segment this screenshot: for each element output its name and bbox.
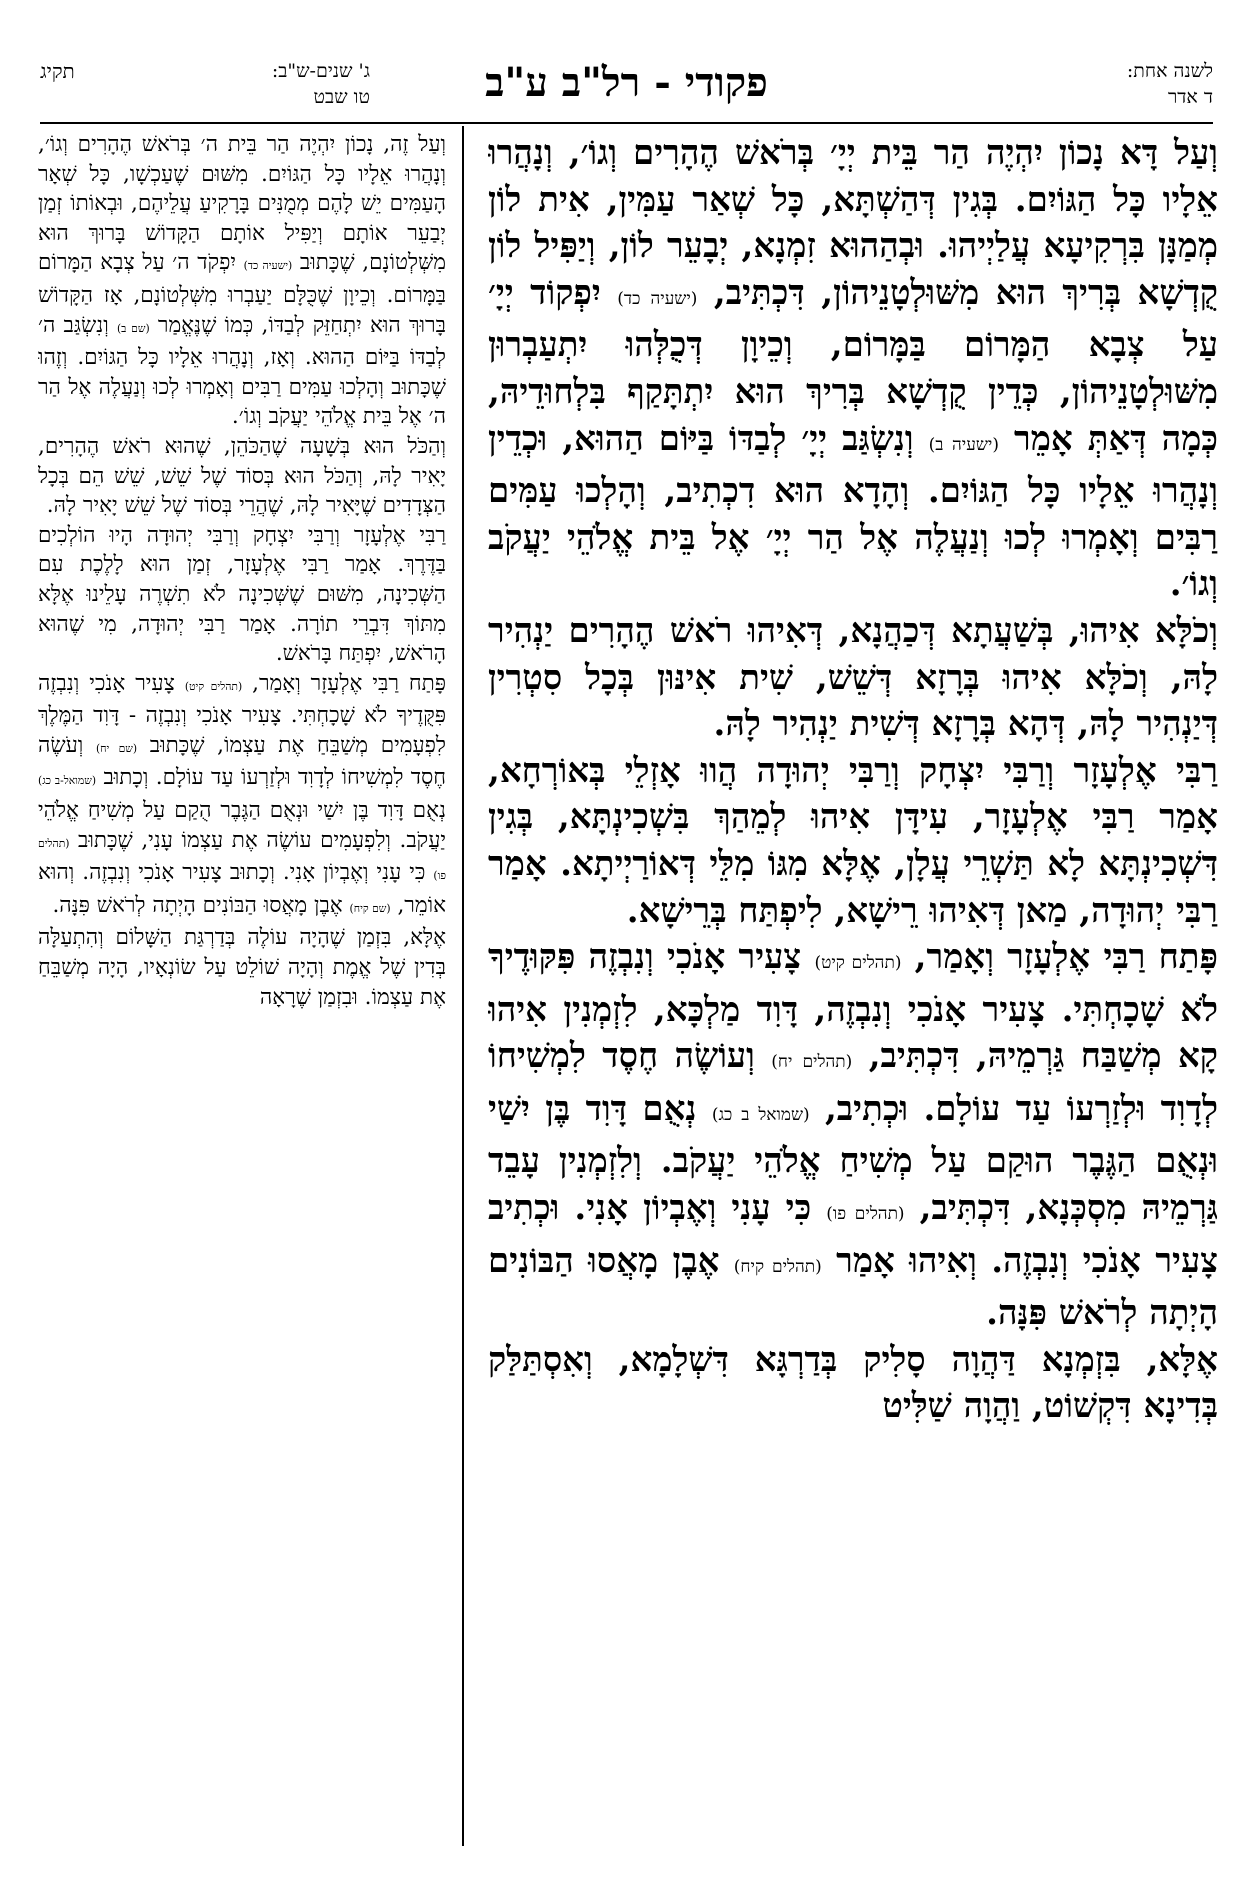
page-header [40, 52, 1213, 122]
paragraph [38, 923, 446, 1012]
text-segment: פָּתַח רַבִּי אֶלְעָזָר וְאָמַר, [901, 937, 1218, 978]
text-segment: יִפְקֹד ה׳ עַל צְבָא הַמָּרוֹם בַּמָּרוֹם. וְכֵיוָן שֶׁכֻּלָּם יַעַבְרוּ מִשְּׁלְטוֹנָם, אָז הַקָּדוֹשׁ בָּרוּךְ הוּא יִתְחַזֵּק לְבַדּוֹ, כְּמוֹ שֶׁנֶּאֱמַר [38, 250, 446, 338]
text-segment: נְאֻם דָּוִד בֶּן יִשַׁי וּנְאֻם הַגֶּבֶר הֻקַם עַל מְשִׁיחַ אֱלֹהֵי יַעֲקֹב. וְלִפְעָמִים עוֹשֶׂה אֶת עַצְמוֹ עָנִי, שֶׁכָּתוּב [38, 798, 446, 853]
text-segment: כִּי עָנִי וְאֶבְיוֹן אָנִי. וְכָתוּב צָעִיר אָנֹכִי וְנִבְזֶה. וְהוּא אוֹמֵר, [38, 860, 446, 918]
text-segment: וְהַכֹּל הוּא בְּשָׁעָה שֶׁהַכֹּהֵן, שֶׁהוּא רֹאשׁ הֶהָרִים, יָאִיר לָהּ, וְהַכֹּל הוּא בְּסוֹד שֶׁל שֵׁשׁ, שֵׁשׁ הֵם בְּכָל הַצְּדָדִים שֶׁיָּאִיר לָהּ, שֶׁהֲרֵי בְּסוֹד שֶׁל שֵׁשׁ יָאִיר לָהּ. [38, 433, 446, 519]
text-segment: יִפְקוֹד יְיָ׳ עַל צְבָא הַמָּרוֹם בַּמָּרוֹם, וְכֵיוָן דְּכֻלְּהוּ יִתְעַבְרוּן מִשּׁוּלְטָנֵיהוֹן, כְּדֵין קֻדְשָׁא בְּרִיךְ הוּא יִתְתָּקַף בִּלְחוּדֵיהּ, כְּמָה דְּאַתְּ אָמֵר [488, 272, 1218, 459]
text-segment: אֶלָּא, בִּזְמְנָא דַּהֲוָה סָלִיק בְּדַרְגָּא דִּשְׁלָמָא, וְאִסְתַּלַּק בְּדִינָא דִּקְשׁוֹט, וַהֲוָה שַׁלִּיט [488, 1339, 1218, 1427]
text-segment: אֶבֶן מָאֲסוּ הַבּוֹנִים הָיְתָה לְרֹאשׁ פִּנָּה. [488, 1240, 1218, 1334]
paragraph [488, 748, 1218, 934]
source-reference: (תהלים קיט) [184, 679, 243, 693]
source-reference: (ישעיה כד) [243, 259, 293, 273]
column-divider [462, 126, 464, 1846]
source-reference: (תהלים יח) [771, 1052, 853, 1073]
text-segment: כִּי עָנִי וְאֶבְיוֹן אָנִי. וּכְתִיב צָעִיר אָנֹכִי וְנִבְזֶה. וְאִיהוּ אָמַר [488, 1188, 1218, 1281]
paragraph [38, 130, 446, 432]
source-reference: (ישעיה ב) [928, 434, 999, 455]
source-reference: (שם ב) [116, 321, 150, 335]
text-segment: וְעַל זֶה, נָכוֹן יִהְיֶה הַר בֵּית ה׳ בְּרֹאשׁ הֶהָרִים וְגוֹ׳, וְנָהֲרוּ אֵלָיו כָּל הַגּוֹיִם. מִשּׁוּם שֶׁעַכְשָׁו, כָּל שְׁאָר הָעַמִּים יֵשׁ לָהֶם מְמֻנִּים בָּרָקִיעַ עֲלֵיהֶם, וּבְאוֹתוֹ זְמַן יְבַעֵר אוֹתָם וְיַפִּיל אוֹתָם הַקָּדוֹשׁ בָּרוּךְ הוּא מִשְּׁלְטוֹנָם, שֶׁכָּתוּב [38, 132, 446, 276]
text-segment: וְעַל דָּא נָכוֹן יִהְיֶה הַר בֵּית יְיָ׳ בְּרֹאשׁ הֶהָרִים וְגוֹ׳, וְנָהֲרוּ אֵלָיו כָּל הַגּוֹיִם. בְּגִין דְּהַשְׁתָּא, כָּל שְׁאַר עַמִּין, אִית לוֹן מְמַנָּן בִּרְקִיעָא עֲלַיְיהוּ. וּבְהַהוּא זִמְנָא, יְבָעֵר לוֹן, וְיַפִּיל לוֹן קֻדְשָׁא בְּרִיךְ הוּא מִשּׁוּלְטָנֵיהוֹן, דִּכְתִּיב, [488, 133, 1218, 313]
text-segment: צָעִיר אָנֹכִי וְנִבְזֶה פִּקֻּדֶיךָ לֹא שָׁכָחְתִּי. צָעִיר אָנֹכִי וְנִבְזֶה - דָּוִד הַמֶּלֶךְ לִפְעָמִים מְשַׁבֵּחַ אֶת עַצְמוֹ, שֶׁכָּתוּב [38, 670, 446, 758]
text-segment: פָּתַח רַבִּי אֶלְעָזָר וְאָמַר, [242, 670, 446, 696]
source-reference: (תהלים קיט) [814, 953, 902, 974]
text-segment: אֶבֶן מָאֲסוּ הַבּוֹנִים הָיְתָה לְרֹאשׁ פִּנָּה. [52, 892, 350, 918]
text-segment: נְאֻם דָּוִד בֶּן יִשַׁי וּנְאֻם הַגֶּבֶר הוּקַם עַל מְשִׁיחַ אֱלֹהֵי יַעֲקֹב. וְלִזְמְנִין עָבֵד גַּרְמֵיהּ מִסְכְּנָא, דִּכְתִּיב, [488, 1088, 1218, 1229]
one-year-label: לשנה אחת: [1126, 60, 1213, 82]
text-segment: רַבִּי אֶלְעָזָר וְרַבִּי יִצְחָק וְרַבִּי יְהוּדָה הָיוּ הוֹלְכִים בַּדֶּרֶךְ. אָמַר רַבִּי אֶלְעָזָר, זְמַן הוּא לָלֶכֶת עִם הַשְּׁכִינָה, מִשּׁוּם שֶׁשְּׁכִינָה לֹא תִשְׁרֶה עָלֵינוּ אֶלָּא מִתּוֹךְ דִּבְרֵי תוֹרָה. אָמַר רַבִּי יְהוּדָה, מִי שֶׁהוּא הָרֹאשׁ, יִפְתַּח בָּרֹאשׁ. [38, 522, 446, 667]
source-reference: (תהלים פו) [38, 836, 446, 883]
paragraph [488, 1337, 1218, 1430]
paragraph [38, 669, 446, 924]
paragraph [488, 934, 1218, 1337]
paragraph [38, 432, 446, 521]
source-reference: (שם יח) [95, 741, 138, 755]
text-segment: וְנִשְׂגַּב יְיָ׳ לְבַדּוֹ בַּיּוֹם הַהוּא, וּכְדֵין וְנָהֲרוּ אֵלָיו כָּל הַגּוֹיִם. וְהָדָא הוּא דִכְתִיב, וְהָלְכוּ עַמִּים רַבִּים וְאָמְרוּ לְכוּ וְנַעֲלֶה אֶל הַר יְיָ׳ אֶל בֵּית אֱלֹהֵי יַעֲקֹב וְגוֹ׳. [488, 418, 1218, 605]
text-segment: וְכֹלָּא אִיהוּ, בְּשַׁעֲתָא דְּכַהֲנָא, דְּאִיהוּ רֹאשׁ הֶהָרִים יַנְהִיר לָהּ, וְכֹלָּא אִיהוּ בְּרָזָא דְּשֵׁשׁ, שִׁית אִינּוּן בְּכָל סִטְרִין דְּיַנְהִיר לָהּ, דְּהָא בְּרָזָא דְּשִׁית יַנְהִיר לָהּ. [488, 610, 1218, 745]
three-years-label: ג' שנים-ש"ב: [271, 60, 370, 82]
source-reference: (שמואל-ב כג) [38, 774, 97, 788]
source-reference: (שם קיח) [349, 901, 391, 915]
aramaic-text-column [488, 130, 1218, 1850]
hebrew-translation-column [38, 130, 446, 1850]
three-years-date: טו שבט [313, 86, 370, 108]
text-segment: וְנִשְׂגַּב ה׳ לְבַדּוֹ בַּיּוֹם הַהוּא. וְאָז, וְנָהֲרוּ אֵלָיו כָּל הַגּוֹיִם. וְזֶהוּ שֶׁכָּתוּב וְהָלְכוּ עַמִּים רַבִּים וְאָמְרוּ לְכוּ וְנַעֲלֶה אֶל הַר ה׳ אֶל בֵּית אֱלֹהֵי יַעֲקֹב וְגוֹ׳. [38, 312, 446, 430]
paragraph [38, 521, 446, 669]
one-year-date: ד אדר [1167, 86, 1213, 108]
source-reference: (תהלים פו) [826, 1204, 905, 1225]
page-title: פקודי - רל"ב ע"ב [485, 59, 768, 106]
text-segment: צָעִיר אָנֹכִי וְנִבְזֶה פִּקּוּדֶיךָ לֹא שָׁכָחְתִּי. צָעִיר אָנֹכִי וְנִבְזֶה, דָּוִד מַלְכָּא, לִזְמְנִין אִיהוּ קָא מְשַׁבַּח גַּרְמֵיהּ, דִּכְתִּיב, [488, 937, 1218, 1077]
source-reference: (תהלים קיח) [733, 1256, 822, 1277]
text-segment: רַבִּי אֶלְעָזָר וְרַבִּי יִצְחָק וְרַבִּי יְהוּדָה הֲווּ אָזְלֵי בְּאוֹרְחָא, אָמַר רַבִּי אֶלְעָזָר, עִידָּן אִיהוּ לְמֵהַךְ בִּשְׁכִינְתָּא, בְּגִין דִּשְׁכִינְתָּא לָא תַּשְׁרֵי עֲלָן, אֶלָּא מִגּוֹ מִלֵּי דְּאוֹרַיְיתָא. אָמַר רַבִּי יְהוּדָה, מַאן דְּאִיהוּ רֵישָׁא, לִיפְתַּח בְּרֵישָׁא. [488, 750, 1218, 931]
text-segment: אֶלָּא, בִּזְמַן שֶׁהָיָה עוֹלֶה בְּדַרְגַּת הַשָּׁלוֹם וְהִתְעַלָּה בְּדִין שֶׁל אֱמֶת וְהָיָה שׁוֹלֵט עַל שׂוֹנְאָיו, הָיָה מְשַׁבֵּחַ אֶת עַצְמוֹ. וּבִזְמַן שֶׁרָאָה [38, 925, 446, 1010]
paragraph [488, 130, 1218, 608]
page-number: תקיג [40, 59, 75, 83]
header-divider [40, 122, 1213, 124]
source-reference: (ישעיה כד) [617, 288, 698, 309]
text-segment: וְעוֹשֶׂה חֶסֶד לִמְשִׁיחוֹ לְדָוִד וּלְזַרְעוֹ עַד עוֹלָם. וּכְתִיב, [488, 1036, 1218, 1129]
text-segment: וְעֹשֶׂה חֶסֶד לִמְשִׁיחוֹ לְדָוִד וּלְזַרְעוֹ עַד עוֹלָם. וְכָתוּב [38, 732, 446, 791]
paragraph [488, 608, 1218, 748]
source-reference: (שמואל ב כג) [711, 1104, 810, 1125]
